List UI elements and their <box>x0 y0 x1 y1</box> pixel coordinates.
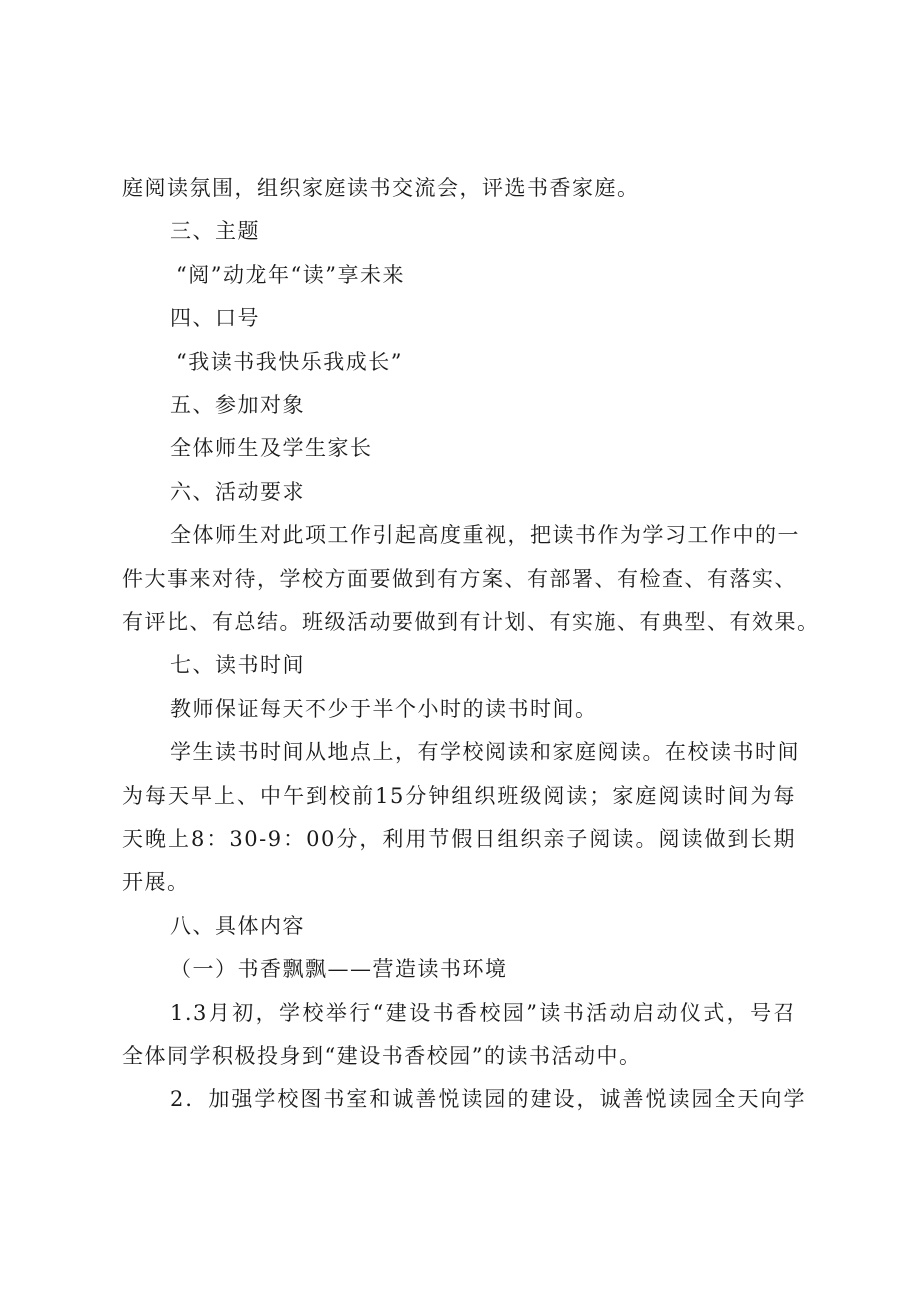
paragraph-line: 全体同学积极投身到“建设书香校园”的读书活动中。 <box>122 1044 642 1068</box>
section-heading: 五、参加对象 <box>170 393 305 417</box>
paragraph-line: 全体师生对此项工作引起高度重视，把读书作为学习工作中的一 <box>170 523 800 547</box>
section-heading: 七、读书时间 <box>170 653 305 677</box>
theme-text: “阅”动龙年“读”享未来 <box>176 263 405 287</box>
paragraph-line: 开展。 <box>122 870 190 894</box>
paragraph-line: 2．加强学校图书室和诚善悦读园的建设，诚善悦读园全天向学 <box>170 1087 806 1111</box>
section-heading: 三、主题 <box>170 219 260 243</box>
paragraph-line: 天晚上8：30-9：00分，利用节假日组织亲子阅读。阅读做到长期 <box>122 827 796 851</box>
paragraph-line: 1.3月初，学校举行“建设书香校园”读书活动启动仪式，号召 <box>170 1001 796 1025</box>
section-heading: 六、活动要求 <box>170 480 305 504</box>
paragraph-line: 庭阅读氛围，组织家庭读书交流会，评选书香家庭。 <box>122 176 640 200</box>
paragraph-line: 教师保证每天不少于半个小时的读书时间。 <box>170 697 598 721</box>
section-heading: 八、具体内容 <box>170 914 305 938</box>
paragraph-line: 件大事来对待，学校方面要做到有方案、有部署、有检查、有落实、 <box>122 567 797 591</box>
section-heading: 四、口号 <box>170 306 260 330</box>
paragraph-line: 为每天早上、中午到校前15分钟组织班级阅读；家庭阅读时间为每 <box>122 784 796 808</box>
slogan-text: “我读书我快乐我成长” <box>176 350 403 374</box>
paragraph-line: 学生读书时间从地点上，有学校阅读和家庭阅读。在校读书时间 <box>170 740 800 764</box>
paragraph-line: 有评比、有总结。班级活动要做到有计划、有实施、有典型、有效果。 <box>122 610 820 634</box>
paragraph-line: 全体师生及学生家长 <box>170 436 373 460</box>
subsection-heading: （一）书香飘飘——营造读书环境 <box>170 957 508 981</box>
